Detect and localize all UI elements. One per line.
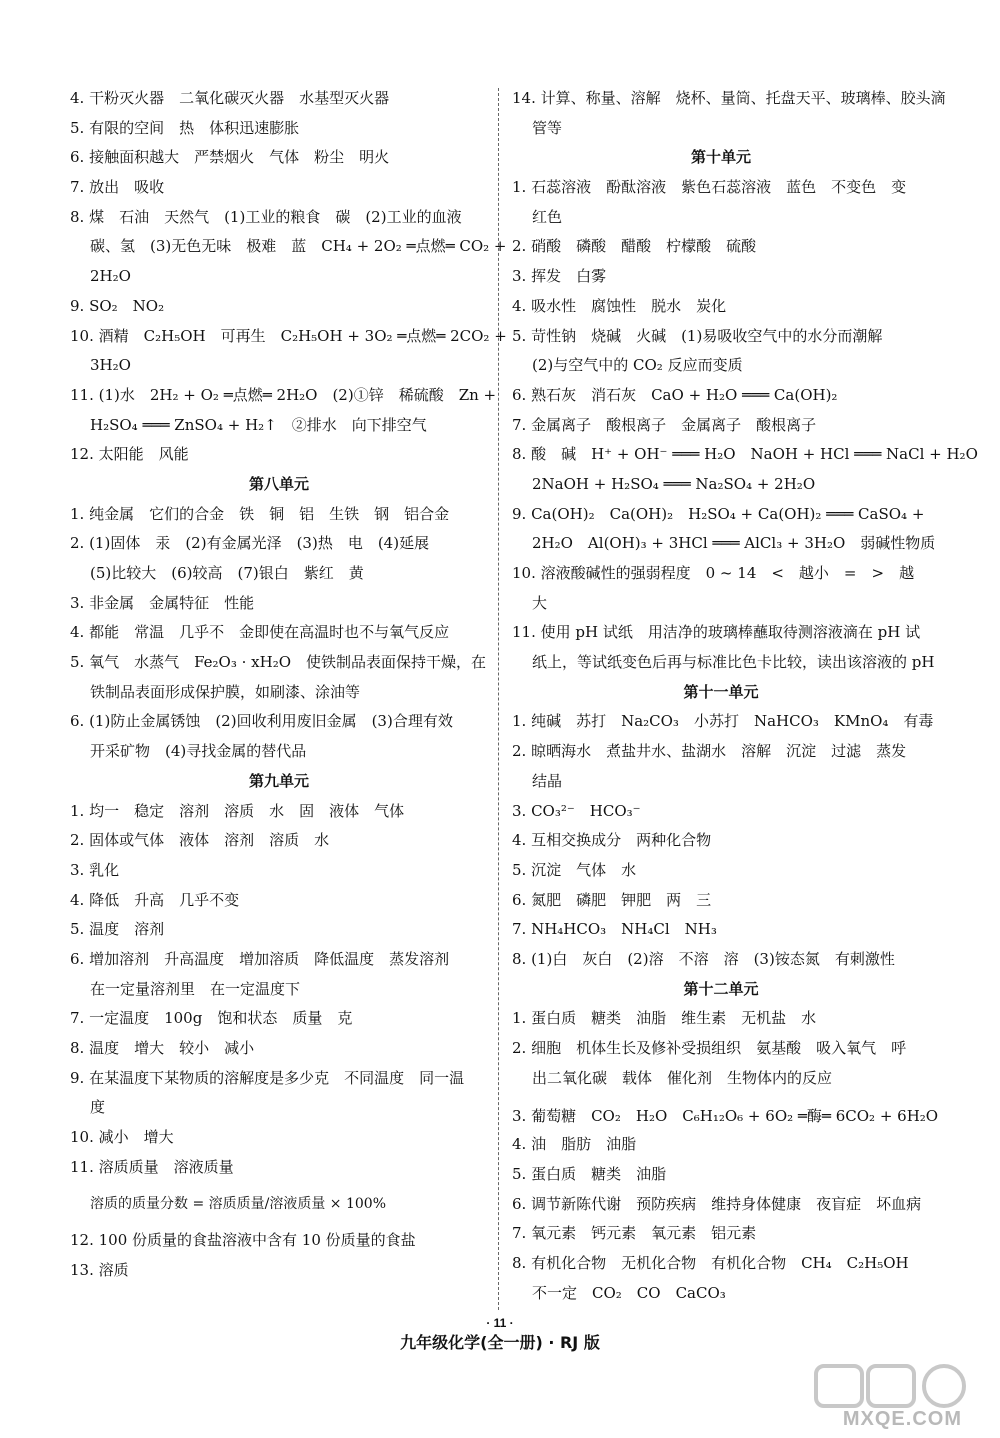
answer-item: 8. 煤 石油 天然气 (1)工业的粮食 碳 (2)工业的血液 [70,207,462,226]
answer-item: 6. (1)防止金属锈蚀 (2)回收利用废旧金属 (3)合理有效 [70,712,453,731]
answer-item: 12. 100 份质量的食盐溶液中含有 10 份质量的食盐 [70,1231,416,1250]
answer-item: 4. 互相交换成分 两种化合物 [512,831,712,850]
answer-item: 11. (1)水 2H₂ + O₂ ═点燃═ 2H₂O (2)①锌 稀硫酸 Zn + [70,385,497,404]
answer-continuation: 开采矿物 (4)寻找金属的替代品 [90,742,307,761]
answer-item: 1. 纯金属 它们的合金 铁 铜 铝 生铁 钢 铝合金 [70,504,450,523]
page-number: · 11 · [486,1316,514,1330]
answer-continuation: 出二氧化碳 载体 催化剂 生物体内的反应 [532,1068,833,1087]
answer-item: 5. 苛性钠 烧碱 火碱 (1)易吸收空气中的水分而潮解 [512,326,883,345]
answer-continuation: 铁制品表面形成保护膜，如刷漆、涂油等 [90,682,361,701]
answer-item: 8. (1)白 灰白 (2)溶 不溶 溶 (3)铵态氮 有刺激性 [512,949,895,968]
answer-item: 6. 氮肥 磷肥 钾肥 两 三 [512,890,712,909]
answer-item: 2. 硝酸 磷酸 醋酸 柠檬酸 硫酸 [512,237,757,256]
answer-continuation: 管等 [532,118,563,137]
answer-item: 1. 纯碱 苏打 Na₂CO₃ 小苏打 NaHCO₃ KMnO₄ 有毒 [512,712,934,731]
answer-item: 9. 在某温度下某物质的溶解度是多少克 不同温度 同一温 [70,1068,465,1087]
column-divider [498,88,499,1310]
answer-continuation: 结晶 [532,771,563,790]
answer-continuation: 不一定 CO₂ CO CaCO₃ [532,1283,726,1302]
answer-item: 6. 增加溶剂 升高温度 增加溶质 降低温度 蒸发溶剂 [70,949,450,968]
answer-item: 7. 金属离子 酸根离子 金属离子 酸根离子 [512,415,817,434]
answer-continuation: 大 [532,593,548,612]
answer-item: 3. 乳化 [70,860,120,879]
answer-item: 5. 沉淀 气体 水 [512,860,637,879]
answer-item: 12. 太阳能 风能 [70,445,189,464]
answer-item: 1. 蛋白质 糖类 油脂 维生素 无机盐 水 [512,1009,817,1028]
answer-item: 1. 石蕊溶液 酚酞溶液 紫色石蕊溶液 蓝色 不变色 变 [512,178,907,197]
answer-continuation: 3H₂O [90,356,131,375]
answer-item: 4. 吸水性 腐蚀性 脱水 炭化 [512,296,727,315]
answer-item: 6. 熟石灰 消石灰 CaO + H₂O ═══ Ca(OH)₂ [512,385,838,404]
answer-item: 3. 葡萄糖 CO₂ H₂O C₆H₁₂O₆ + 6O₂ ═酶═ 6CO₂ + 6H₂O [512,1107,939,1126]
answer-item: 7. NH₄HCO₃ NH₄Cl NH₃ [512,920,717,939]
answer-continuation: 度 [90,1098,106,1117]
answer-item: 9. Ca(OH)₂ Ca(OH)₂ H₂SO₄ + Ca(OH)₂ ═══ CaSO₄ + [512,504,925,523]
right-column [512,84,978,1309]
answer-item: 6. 接触面积越大 严禁烟火 气体 粉尘 明火 [70,148,390,167]
answer-item: 6. 调节新陈代谢 预防疾病 维持身体健康 夜盲症 坏血病 [512,1194,922,1213]
unit-heading: 第九单元 [248,771,309,790]
answer-item: 7. 一定温度 100g 饱和状态 质量 克 [70,1009,353,1028]
answer-item: 2. 晾晒海水 煮盐井水、盐湖水 溶解 沉淀 过滤 蒸发 [512,742,907,761]
answer-continuation: 2NaOH + H₂SO₄ ═══ Na₂SO₄ + 2H₂O [532,474,816,493]
answer-item: 2. 细胞 机体生长及修补受损组织 氨基酸 吸入氧气 呼 [512,1039,907,1057]
answer-item: 7. 氧元素 钙元素 氧元素 铝元素 [512,1224,757,1243]
answer-continuation: 纸上，等试纸变色后再与标准比色卡比较，读出该溶液的 pH [532,653,935,672]
answer-continuation: 2H₂O Al(OH)₃ + 3HCl ═══ AlCl₃ + 3H₂O 弱碱性物质 [532,534,936,553]
answer-item: 8. 有机化合物 无机化合物 有机化合物 CH₄ C₂H₅OH [512,1254,909,1273]
answer-item: 14. 计算、称量、溶解 烧杯、量筒、托盘天平、玻璃棒、胶头滴 [512,89,946,107]
answer-item: 8. 温度 增大 较小 减小 [70,1039,255,1057]
answer-item: 3. CO₃²⁻ HCO₃⁻ [512,801,641,820]
answer-item: 5. 氧气 水蒸气 Fe₂O₃ · xH₂O 使铁制品表面保持干燥，在 [70,653,487,672]
answer-item: 10. 减小 增大 [70,1128,174,1147]
answer-continuation: 红色 [532,207,563,226]
answer-continuation: 碳、氢 (3)无色无味 极难 蓝 CH₄ + 2O₂ ═点燃═ CO₂ + [90,237,507,256]
answer-item: 5. 蛋白质 糖类 油脂 [512,1165,667,1184]
watermark-site: MXQE.COM [842,1408,962,1430]
answer-item: 2. (1)固体 汞 (2)有金属光泽 (3)热 电 (4)延展 [70,534,430,553]
left-column [70,84,507,1286]
answer-item: 11. 溶质质量 溶液质量 [70,1157,234,1176]
answer-item: 13. 溶质 [70,1261,129,1280]
answer-item: 4. 干粉灭火器 二氧化碳灭火器 水基型灭火器 [70,89,390,107]
answer-continuation: (2)与空气中的 CO₂ 反应而变质 [532,356,743,375]
unit-heading: 第十一单元 [683,682,759,701]
answer-item: 1. 均一 稳定 溶剂 溶质 水 固 液体 气体 [70,801,405,820]
answer-item: 4. 油 脂肪 油脂 [512,1135,637,1154]
answer-item: 10. 酒精 C₂H₅OH 可再生 C₂H₅OH + 3O₂ ═点燃═ 2CO₂ + [70,326,507,345]
answer-item: 7. 放出 吸收 [70,178,165,197]
answer-item: 3. 挥发 白雾 [512,267,607,286]
answer-continuation: 溶质的质量分数 = 溶质质量/溶液质量 × 100% [90,1196,387,1213]
answer-item: 2. 固体或气体 液体 溶剂 溶质 水 [70,831,330,850]
answer-item: 4. 降低 升高 几乎不变 [70,890,240,909]
answer-item: 10. 溶液酸碱性的强弱程度 0 ~ 14 < 越小 = > 越 [512,564,915,582]
answer-item: 4. 都能 常温 几乎不 金即使在高温时也不与氧气反应 [70,623,450,642]
unit-heading: 第十单元 [690,148,751,167]
answer-item: 8. 酸 碱 H⁺ + OH⁻ ═══ H₂O NaOH + HCl ═══ NaCl + H₂O [512,445,978,464]
answer-item: 5. 有限的空间 热 体积迅速膨胀 [70,118,300,137]
book-title: 九年级化学(全一册) · RJ 版 [400,1333,600,1352]
answer-item: 3. 非金属 金属特征 性能 [70,593,255,612]
answer-continuation: 在一定量溶剂里 在一定温度下 [90,979,301,998]
unit-heading: 第八单元 [248,474,309,493]
answer-continuation: (5)比较大 (6)较高 (7)银白 紫红 黄 [90,564,364,582]
answer-continuation: 2H₂O [90,267,131,286]
answer-item: 9. SO₂ NO₂ [70,296,165,315]
answer-item: 11. 使用 pH 试纸 用洁净的玻璃棒蘸取待测溶液滴在 pH 试 [512,623,921,642]
unit-heading: 第十二单元 [683,979,759,998]
answer-continuation: H₂SO₄ ═══ ZnSO₄ + H₂↑ ②排水 向下排空气 [90,415,427,434]
answer-item: 5. 温度 溶剂 [70,920,165,939]
